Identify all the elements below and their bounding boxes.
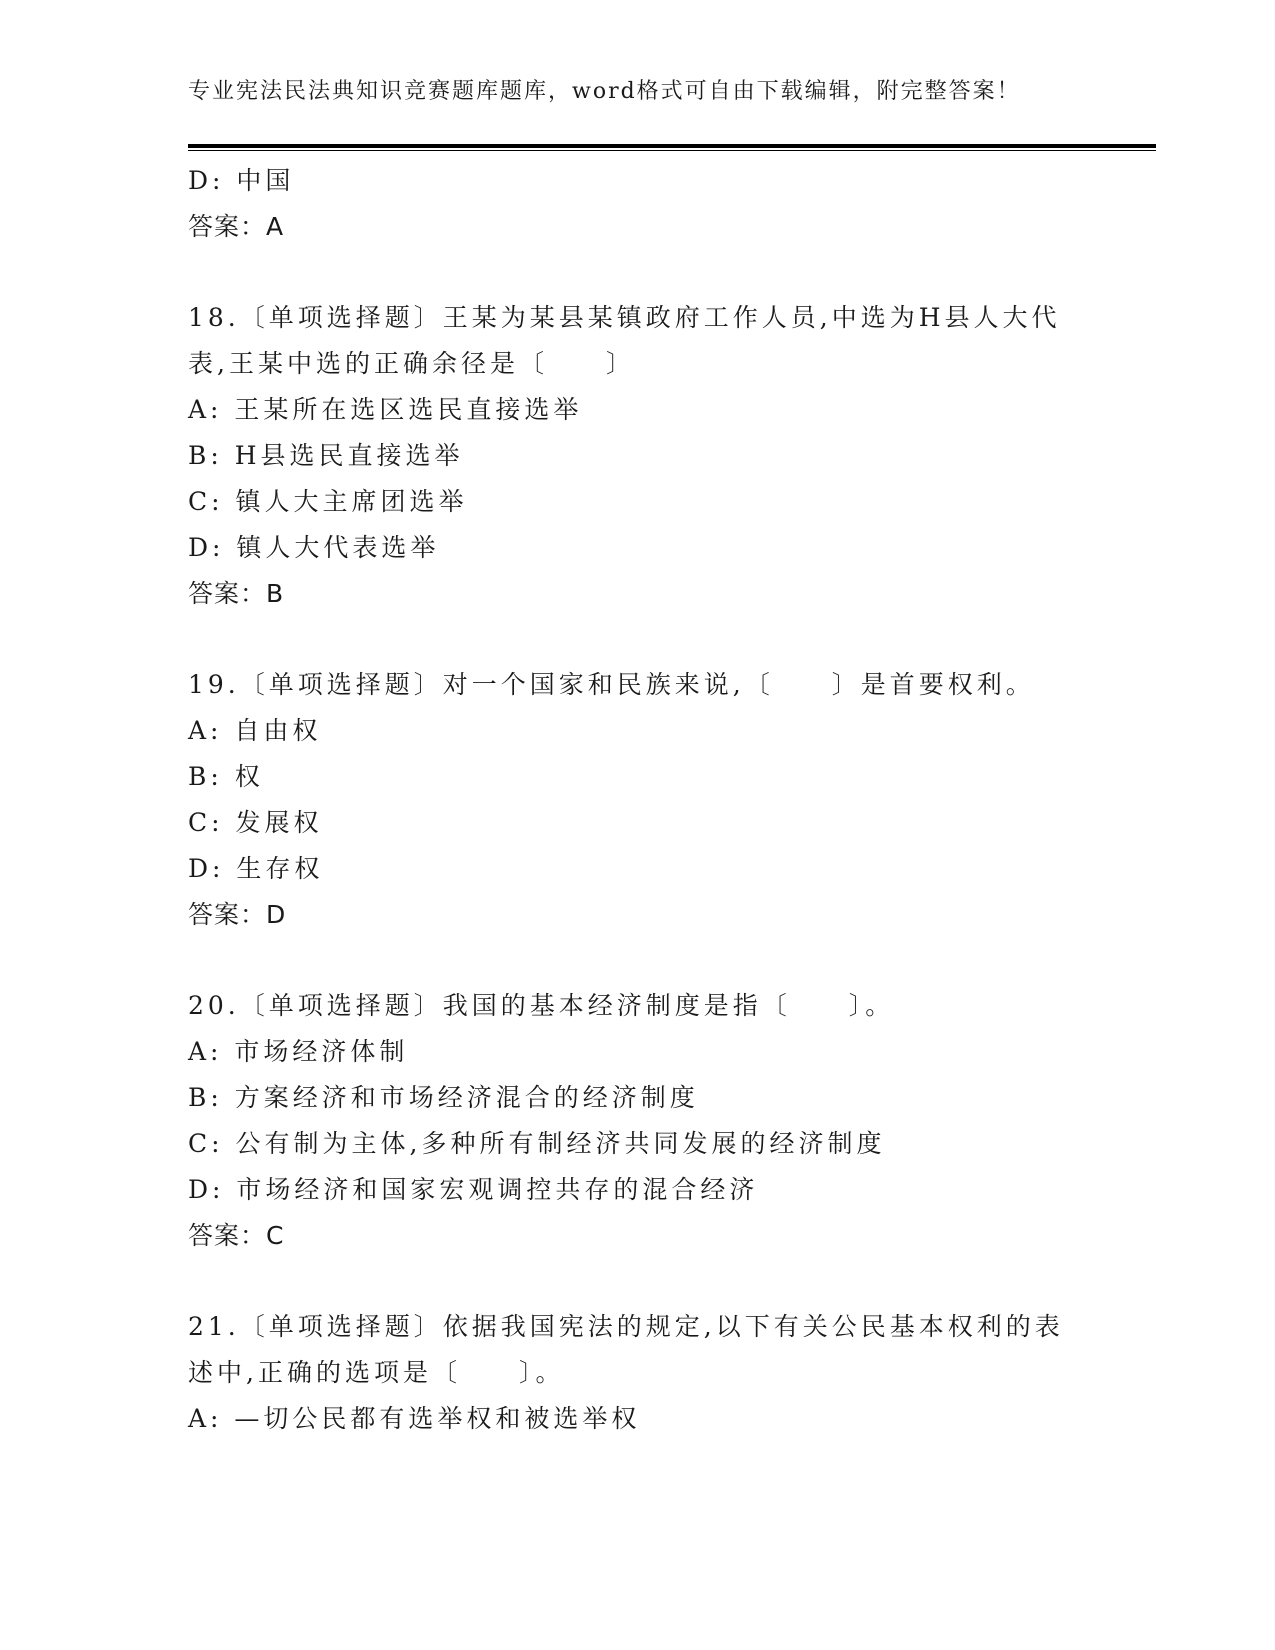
spacer	[188, 938, 1108, 983]
option-d: D: 生存权	[188, 854, 324, 883]
question-19	[188, 662, 1108, 938]
option-a: A: 市场经济体制	[188, 1037, 409, 1066]
option-d: D: 市场经济和国家宏观调控共存的混合经济	[188, 1175, 759, 1204]
question-21	[188, 1304, 1108, 1442]
option-b: B: H县选民直接选举	[188, 441, 464, 470]
document-body	[188, 158, 1108, 1442]
question-stem: 20.〔单项选择题〕我国的基本经济制度是指〔 〕。	[188, 991, 895, 1020]
question-stem: 19.〔单项选择题〕对一个国家和民族来说,〔 〕是首要权利。	[188, 670, 1035, 699]
answer: 答案：C	[188, 1221, 285, 1250]
question-17-option-d: D: 中国	[188, 166, 295, 195]
page-header: 专业宪法民法典知识竞赛题库题库，word格式可自由下载编辑，附完整答案！	[188, 79, 1021, 104]
option-b: B: 方案经济和市场经济混合的经济制度	[188, 1083, 699, 1112]
question-stem: 21.〔单项选择题〕依据我国宪法的规定,以下有关公民基本权利的表	[188, 1312, 1064, 1341]
option-b: B: 权	[188, 762, 264, 791]
question-stem-continued: 表,王某中选的正确余径是〔 〕	[188, 349, 635, 378]
spacer	[188, 617, 1108, 662]
header-rule-thin	[188, 150, 1156, 151]
question-stem-continued: 述中,正确的选项是〔 〕。	[188, 1358, 565, 1387]
header-rule-thick	[188, 144, 1156, 148]
option-a: A: 王某所在选区选民直接选举	[188, 395, 583, 424]
option-a: A: 自由权	[188, 716, 322, 745]
question-stem: 18.〔单项选择题〕王某为某县某镇政府工作人员,中选为H县人大代	[188, 303, 1061, 332]
spacer	[188, 1259, 1108, 1304]
option-d: D: 镇人大代表选举	[188, 533, 440, 562]
option-c: C: 镇人大主席团选举	[188, 487, 468, 516]
question-18	[188, 295, 1108, 617]
answer: 答案：B	[188, 579, 285, 608]
question-20	[188, 983, 1108, 1259]
option-c: C: 公有制为主体,多种所有制经济共同发展的经济制度	[188, 1129, 886, 1158]
question-17-answer: 答案：A	[188, 212, 285, 241]
option-a: A: —切公民都有选举权和被选举权	[188, 1404, 641, 1433]
option-c: C: 发展权	[188, 808, 323, 837]
answer: 答案：D	[188, 900, 287, 929]
spacer	[188, 250, 1108, 295]
